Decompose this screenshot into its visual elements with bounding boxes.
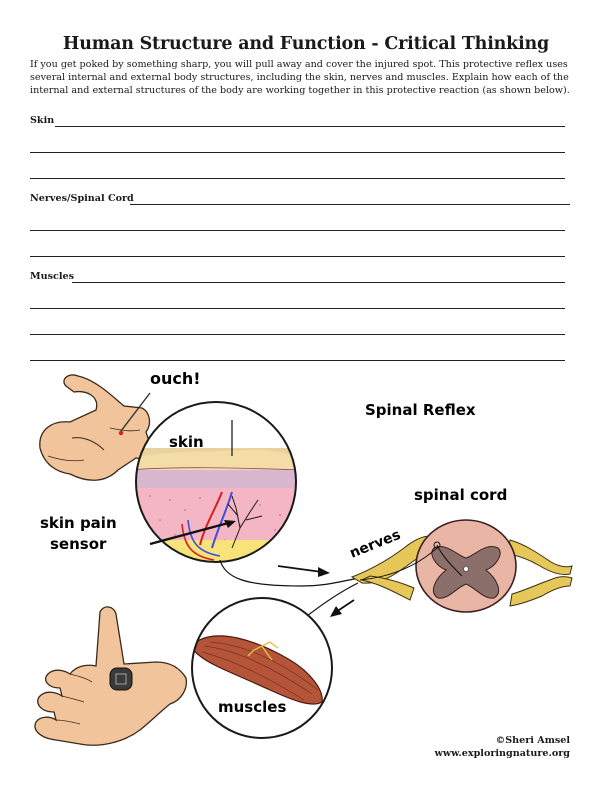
- poked-hand: [40, 375, 151, 480]
- diagram-heading: Spinal Reflex: [365, 401, 476, 419]
- skin-cross-section: [130, 402, 305, 562]
- muscle-cross-section: [192, 598, 332, 738]
- nerves-answer-line-1[interactable]: [130, 204, 570, 205]
- credit-author: ©Sheri Amsel: [495, 735, 570, 746]
- muscles-answer-line-1[interactable]: [72, 282, 565, 283]
- nerves-answer-line-3[interactable]: [30, 256, 565, 257]
- skin-diagram-label: skin: [169, 433, 204, 451]
- skin-answer-line-2[interactable]: [30, 152, 565, 153]
- muscles-diagram-label: muscles: [218, 698, 287, 716]
- muscles-label: Muscles: [30, 271, 74, 282]
- skin-answer-line-1[interactable]: [55, 126, 565, 127]
- skin-answer-line-3[interactable]: [30, 178, 565, 179]
- wound-dot: [119, 431, 123, 435]
- nerves-label: Nerves/Spinal Cord: [30, 193, 134, 204]
- spinal-reflex-illustration: [0, 360, 612, 792]
- nerves-answer-line-2[interactable]: [30, 230, 565, 231]
- page-title: Human Structure and Function - Critical Thinking: [62, 34, 550, 54]
- bandage-icon: [110, 668, 132, 690]
- sensor-label-1: skin pain: [40, 514, 117, 532]
- covering-hand: [35, 607, 186, 745]
- nerves-diagram-label: nerves: [347, 526, 403, 562]
- signal-arrow-in: [278, 566, 322, 572]
- sensor-label-2: sensor: [50, 535, 107, 553]
- skin-label: Skin: [30, 115, 55, 126]
- intro-paragraph: If you get poked by something sharp, you will pull away and cover the injured spot. This protective reflex uses several internal and external body structures, including the skin, nerves and muscles. Explain how each of the internal and external structures of the body are working together in this protective reaction (as shown below).: [30, 59, 570, 96]
- muscles-answer-line-3[interactable]: [30, 334, 565, 335]
- spinal-cord-label: spinal cord: [414, 486, 508, 504]
- credit-site[interactable]: www.exploringnature.org: [434, 748, 570, 759]
- sensory-nerve-path: [220, 560, 360, 586]
- muscles-answer-line-2[interactable]: [30, 308, 565, 309]
- ouch-label: ouch!: [150, 369, 201, 388]
